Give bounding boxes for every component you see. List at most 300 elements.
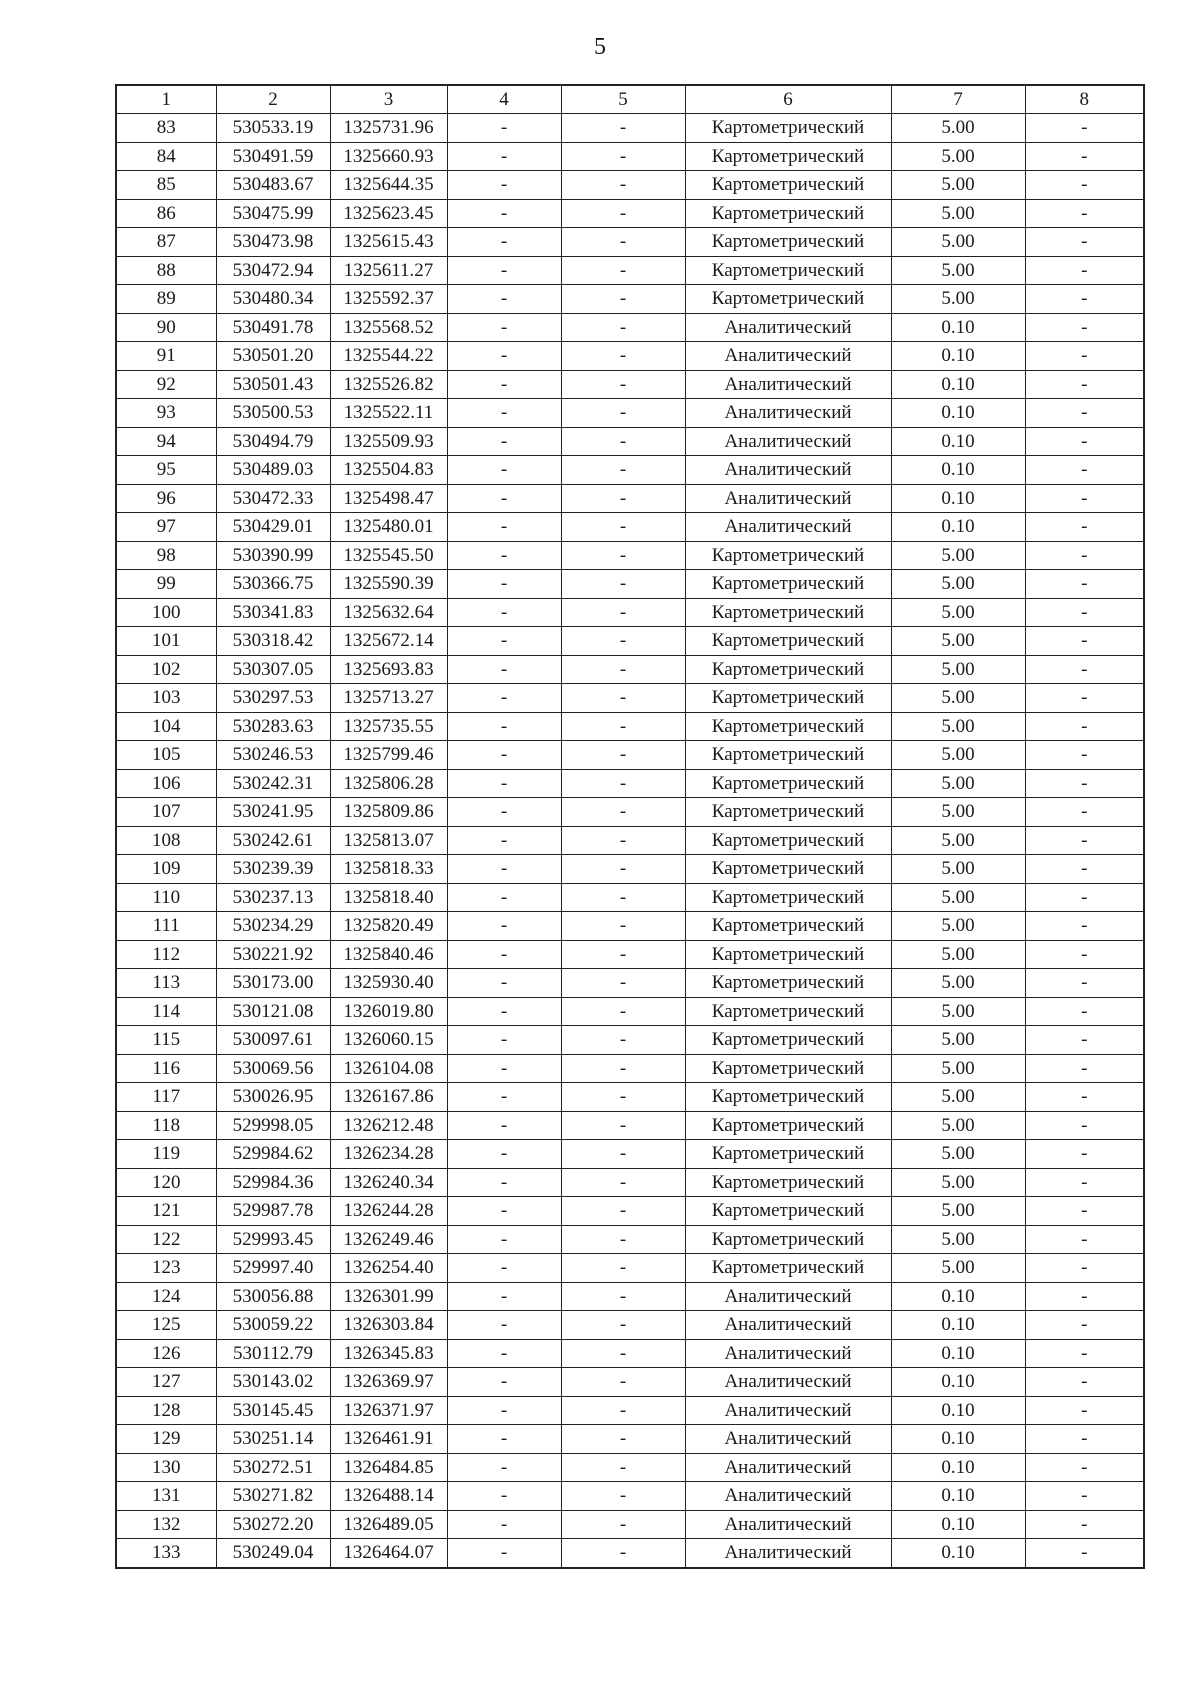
cell-x-coordinate: 530341.83 bbox=[216, 598, 330, 627]
table-row bbox=[116, 427, 1144, 456]
cell-method: Картометрический bbox=[685, 1083, 891, 1112]
cell-accuracy: 5.00 bbox=[891, 171, 1025, 200]
cell-col-4: - bbox=[447, 598, 561, 627]
cell-y-coordinate: 1326301.99 bbox=[330, 1282, 447, 1311]
cell-col-4: - bbox=[447, 969, 561, 998]
cell-y-coordinate: 1325632.64 bbox=[330, 598, 447, 627]
cell-y-coordinate: 1325930.40 bbox=[330, 969, 447, 998]
cell-x-coordinate: 530059.22 bbox=[216, 1311, 330, 1340]
cell-y-coordinate: 1325480.01 bbox=[330, 513, 447, 542]
table-row bbox=[116, 855, 1144, 884]
cell-col-5: - bbox=[561, 114, 685, 143]
cell-col-8: - bbox=[1025, 456, 1144, 485]
cell-col-5: - bbox=[561, 1396, 685, 1425]
cell-col-5: - bbox=[561, 997, 685, 1026]
cell-col-5: - bbox=[561, 399, 685, 428]
cell-col-8: - bbox=[1025, 798, 1144, 827]
cell-method: Аналитический bbox=[685, 1368, 891, 1397]
cell-x-coordinate: 530429.01 bbox=[216, 513, 330, 542]
cell-y-coordinate: 1325820.49 bbox=[330, 912, 447, 941]
cell-col-8: - bbox=[1025, 1083, 1144, 1112]
cell-accuracy: 5.00 bbox=[891, 1111, 1025, 1140]
cell-method: Аналитический bbox=[685, 1539, 891, 1568]
table-row bbox=[116, 370, 1144, 399]
cell-y-coordinate: 1325498.47 bbox=[330, 484, 447, 513]
cell-method: Картометрический bbox=[685, 570, 891, 599]
cell-method: Картометрический bbox=[685, 969, 891, 998]
cell-col-4: - bbox=[447, 997, 561, 1026]
cell-point-number: 130 bbox=[116, 1453, 216, 1482]
table-row bbox=[116, 570, 1144, 599]
cell-method: Аналитический bbox=[685, 1282, 891, 1311]
cell-method: Картометрический bbox=[685, 1197, 891, 1226]
table-row bbox=[116, 1225, 1144, 1254]
cell-point-number: 96 bbox=[116, 484, 216, 513]
cell-col-4: - bbox=[447, 1482, 561, 1511]
cell-col-4: - bbox=[447, 228, 561, 257]
cell-y-coordinate: 1326345.83 bbox=[330, 1339, 447, 1368]
cell-y-coordinate: 1325735.55 bbox=[330, 712, 447, 741]
cell-method: Картометрический bbox=[685, 940, 891, 969]
cell-method: Картометрический bbox=[685, 741, 891, 770]
cell-col-5: - bbox=[561, 342, 685, 371]
cell-col-8: - bbox=[1025, 769, 1144, 798]
cell-accuracy: 5.00 bbox=[891, 655, 1025, 684]
cell-point-number: 118 bbox=[116, 1111, 216, 1140]
cell-col-4: - bbox=[447, 484, 561, 513]
cell-method: Картометрический bbox=[685, 1168, 891, 1197]
cell-y-coordinate: 1326234.28 bbox=[330, 1140, 447, 1169]
cell-col-4: - bbox=[447, 1510, 561, 1539]
cell-col-5: - bbox=[561, 1225, 685, 1254]
cell-method: Аналитический bbox=[685, 484, 891, 513]
cell-col-4: - bbox=[447, 513, 561, 542]
cell-method: Аналитический bbox=[685, 1311, 891, 1340]
cell-col-5: - bbox=[561, 541, 685, 570]
cell-method: Картометрический bbox=[685, 1254, 891, 1283]
cell-col-8: - bbox=[1025, 370, 1144, 399]
cell-x-coordinate: 530173.00 bbox=[216, 969, 330, 998]
cell-y-coordinate: 1326240.34 bbox=[330, 1168, 447, 1197]
cell-col-5: - bbox=[561, 1510, 685, 1539]
cell-x-coordinate: 529984.62 bbox=[216, 1140, 330, 1169]
cell-x-coordinate: 529997.40 bbox=[216, 1254, 330, 1283]
cell-col-4: - bbox=[447, 712, 561, 741]
cell-point-number: 104 bbox=[116, 712, 216, 741]
cell-point-number: 87 bbox=[116, 228, 216, 257]
cell-col-8: - bbox=[1025, 256, 1144, 285]
cell-col-4: - bbox=[447, 313, 561, 342]
cell-col-8: - bbox=[1025, 1282, 1144, 1311]
cell-col-8: - bbox=[1025, 912, 1144, 941]
cell-col-8: - bbox=[1025, 484, 1144, 513]
cell-point-number: 86 bbox=[116, 199, 216, 228]
cell-y-coordinate: 1326488.14 bbox=[330, 1482, 447, 1511]
cell-y-coordinate: 1326484.85 bbox=[330, 1453, 447, 1482]
cell-col-4: - bbox=[447, 399, 561, 428]
cell-col-4: - bbox=[447, 1140, 561, 1169]
cell-point-number: 105 bbox=[116, 741, 216, 770]
cell-col-4: - bbox=[447, 1197, 561, 1226]
table-row bbox=[116, 1168, 1144, 1197]
cell-method: Картометрический bbox=[685, 826, 891, 855]
cell-accuracy: 5.00 bbox=[891, 285, 1025, 314]
cell-col-4: - bbox=[447, 427, 561, 456]
cell-accuracy: 0.10 bbox=[891, 427, 1025, 456]
cell-y-coordinate: 1325813.07 bbox=[330, 826, 447, 855]
cell-x-coordinate: 530480.34 bbox=[216, 285, 330, 314]
cell-point-number: 100 bbox=[116, 598, 216, 627]
cell-y-coordinate: 1326244.28 bbox=[330, 1197, 447, 1226]
table-row bbox=[116, 285, 1144, 314]
cell-method: Картометрический bbox=[685, 1225, 891, 1254]
cell-method: Картометрический bbox=[685, 598, 891, 627]
cell-x-coordinate: 530272.51 bbox=[216, 1453, 330, 1482]
cell-col-5: - bbox=[561, 199, 685, 228]
cell-col-5: - bbox=[561, 1083, 685, 1112]
table-row bbox=[116, 1140, 1144, 1169]
cell-col-4: - bbox=[447, 940, 561, 969]
cell-x-coordinate: 530242.61 bbox=[216, 826, 330, 855]
table-row bbox=[116, 826, 1144, 855]
cell-point-number: 84 bbox=[116, 142, 216, 171]
cell-col-4: - bbox=[447, 456, 561, 485]
cell-point-number: 93 bbox=[116, 399, 216, 428]
cell-y-coordinate: 1326249.46 bbox=[330, 1225, 447, 1254]
cell-col-5: - bbox=[561, 285, 685, 314]
cell-point-number: 122 bbox=[116, 1225, 216, 1254]
cell-x-coordinate: 530241.95 bbox=[216, 798, 330, 827]
cell-col-5: - bbox=[561, 1368, 685, 1397]
cell-col-4: - bbox=[447, 684, 561, 713]
cell-col-5: - bbox=[561, 798, 685, 827]
cell-accuracy: 5.00 bbox=[891, 940, 1025, 969]
cell-method: Картометрический bbox=[685, 285, 891, 314]
cell-y-coordinate: 1326060.15 bbox=[330, 1026, 447, 1055]
table-row bbox=[116, 655, 1144, 684]
cell-method: Картометрический bbox=[685, 997, 891, 1026]
cell-accuracy: 5.00 bbox=[891, 541, 1025, 570]
cell-point-number: 95 bbox=[116, 456, 216, 485]
cell-point-number: 101 bbox=[116, 627, 216, 656]
cell-col-4: - bbox=[447, 655, 561, 684]
table-row bbox=[116, 883, 1144, 912]
cell-col-8: - bbox=[1025, 997, 1144, 1026]
cell-col-4: - bbox=[447, 1339, 561, 1368]
cell-point-number: 113 bbox=[116, 969, 216, 998]
cell-accuracy: 5.00 bbox=[891, 256, 1025, 285]
cell-accuracy: 5.00 bbox=[891, 969, 1025, 998]
cell-accuracy: 5.00 bbox=[891, 769, 1025, 798]
cell-col-5: - bbox=[561, 712, 685, 741]
table-row bbox=[116, 1539, 1144, 1568]
cell-col-5: - bbox=[561, 1539, 685, 1568]
cell-col-8: - bbox=[1025, 1453, 1144, 1482]
cell-method: Картометрический bbox=[685, 1111, 891, 1140]
cell-point-number: 102 bbox=[116, 655, 216, 684]
cell-x-coordinate: 530483.67 bbox=[216, 171, 330, 200]
cell-x-coordinate: 530533.19 bbox=[216, 114, 330, 143]
cell-accuracy: 5.00 bbox=[891, 199, 1025, 228]
cell-x-coordinate: 530491.78 bbox=[216, 313, 330, 342]
cell-col-4: - bbox=[447, 1225, 561, 1254]
table-row bbox=[116, 199, 1144, 228]
column-header-5: 5 bbox=[561, 85, 685, 114]
cell-accuracy: 0.10 bbox=[891, 1482, 1025, 1511]
table-row bbox=[116, 1111, 1144, 1140]
cell-y-coordinate: 1326371.97 bbox=[330, 1396, 447, 1425]
cell-y-coordinate: 1325592.37 bbox=[330, 285, 447, 314]
cell-col-4: - bbox=[447, 627, 561, 656]
cell-accuracy: 0.10 bbox=[891, 342, 1025, 371]
cell-col-4: - bbox=[447, 570, 561, 599]
cell-accuracy: 5.00 bbox=[891, 598, 1025, 627]
cell-col-4: - bbox=[447, 285, 561, 314]
table-row bbox=[116, 684, 1144, 713]
cell-point-number: 121 bbox=[116, 1197, 216, 1226]
cell-y-coordinate: 1325545.50 bbox=[330, 541, 447, 570]
cell-x-coordinate: 530475.99 bbox=[216, 199, 330, 228]
cell-y-coordinate: 1325713.27 bbox=[330, 684, 447, 713]
cell-accuracy: 5.00 bbox=[891, 114, 1025, 143]
cell-x-coordinate: 530145.45 bbox=[216, 1396, 330, 1425]
cell-accuracy: 0.10 bbox=[891, 1453, 1025, 1482]
cell-col-5: - bbox=[561, 769, 685, 798]
column-header-4: 4 bbox=[447, 85, 561, 114]
cell-col-5: - bbox=[561, 912, 685, 941]
cell-point-number: 125 bbox=[116, 1311, 216, 1340]
cell-col-8: - bbox=[1025, 627, 1144, 656]
cell-point-number: 111 bbox=[116, 912, 216, 941]
cell-method: Картометрический bbox=[685, 1026, 891, 1055]
table-row bbox=[116, 1453, 1144, 1482]
cell-accuracy: 5.00 bbox=[891, 228, 1025, 257]
cell-col-8: - bbox=[1025, 940, 1144, 969]
cell-x-coordinate: 530242.31 bbox=[216, 769, 330, 798]
cell-col-8: - bbox=[1025, 1311, 1144, 1340]
cell-y-coordinate: 1325799.46 bbox=[330, 741, 447, 770]
cell-col-5: - bbox=[561, 1168, 685, 1197]
cell-col-8: - bbox=[1025, 1054, 1144, 1083]
cell-x-coordinate: 530249.04 bbox=[216, 1539, 330, 1568]
cell-x-coordinate: 530297.53 bbox=[216, 684, 330, 713]
cell-col-4: - bbox=[447, 1425, 561, 1454]
cell-point-number: 97 bbox=[116, 513, 216, 542]
cell-col-5: - bbox=[561, 655, 685, 684]
cell-point-number: 114 bbox=[116, 997, 216, 1026]
column-header-2: 2 bbox=[216, 85, 330, 114]
cell-y-coordinate: 1326369.97 bbox=[330, 1368, 447, 1397]
cell-x-coordinate: 530097.61 bbox=[216, 1026, 330, 1055]
cell-point-number: 89 bbox=[116, 285, 216, 314]
cell-x-coordinate: 530069.56 bbox=[216, 1054, 330, 1083]
cell-y-coordinate: 1326461.91 bbox=[330, 1425, 447, 1454]
cell-x-coordinate: 530366.75 bbox=[216, 570, 330, 599]
cell-y-coordinate: 1325818.33 bbox=[330, 855, 447, 884]
table-row bbox=[116, 1510, 1144, 1539]
cell-col-8: - bbox=[1025, 741, 1144, 770]
table-row bbox=[116, 1254, 1144, 1283]
cell-x-coordinate: 530272.20 bbox=[216, 1510, 330, 1539]
cell-col-4: - bbox=[447, 912, 561, 941]
cell-point-number: 98 bbox=[116, 541, 216, 570]
cell-col-5: - bbox=[561, 1339, 685, 1368]
cell-y-coordinate: 1325544.22 bbox=[330, 342, 447, 371]
cell-col-5: - bbox=[561, 142, 685, 171]
cell-col-5: - bbox=[561, 1311, 685, 1340]
table-row bbox=[116, 1026, 1144, 1055]
cell-col-8: - bbox=[1025, 826, 1144, 855]
cell-col-8: - bbox=[1025, 684, 1144, 713]
cell-point-number: 94 bbox=[116, 427, 216, 456]
cell-accuracy: 5.00 bbox=[891, 570, 1025, 599]
cell-method: Аналитический bbox=[685, 456, 891, 485]
cell-col-8: - bbox=[1025, 142, 1144, 171]
cell-accuracy: 5.00 bbox=[891, 883, 1025, 912]
cell-col-4: - bbox=[447, 1368, 561, 1397]
cell-method: Картометрический bbox=[685, 627, 891, 656]
cell-col-4: - bbox=[447, 855, 561, 884]
cell-col-4: - bbox=[447, 769, 561, 798]
cell-method: Картометрический bbox=[685, 142, 891, 171]
cell-accuracy: 0.10 bbox=[891, 313, 1025, 342]
cell-accuracy: 0.10 bbox=[891, 1339, 1025, 1368]
cell-col-4: - bbox=[447, 1254, 561, 1283]
cell-y-coordinate: 1325660.93 bbox=[330, 142, 447, 171]
cell-col-5: - bbox=[561, 598, 685, 627]
cell-col-8: - bbox=[1025, 969, 1144, 998]
table-row bbox=[116, 541, 1144, 570]
cell-y-coordinate: 1326019.80 bbox=[330, 997, 447, 1026]
cell-method: Картометрический bbox=[685, 114, 891, 143]
cell-point-number: 116 bbox=[116, 1054, 216, 1083]
table-row bbox=[116, 1197, 1144, 1226]
cell-method: Аналитический bbox=[685, 427, 891, 456]
cell-point-number: 92 bbox=[116, 370, 216, 399]
cell-accuracy: 5.00 bbox=[891, 826, 1025, 855]
cell-col-8: - bbox=[1025, 513, 1144, 542]
cell-x-coordinate: 530121.08 bbox=[216, 997, 330, 1026]
cell-col-8: - bbox=[1025, 1168, 1144, 1197]
cell-x-coordinate: 529998.05 bbox=[216, 1111, 330, 1140]
table-row bbox=[116, 342, 1144, 371]
cell-accuracy: 5.00 bbox=[891, 712, 1025, 741]
table-row bbox=[116, 1054, 1144, 1083]
cell-point-number: 120 bbox=[116, 1168, 216, 1197]
cell-accuracy: 0.10 bbox=[891, 484, 1025, 513]
table-row bbox=[116, 142, 1144, 171]
cell-col-5: - bbox=[561, 370, 685, 399]
cell-point-number: 88 bbox=[116, 256, 216, 285]
cell-point-number: 124 bbox=[116, 1282, 216, 1311]
cell-col-5: - bbox=[561, 684, 685, 713]
cell-point-number: 119 bbox=[116, 1140, 216, 1169]
cell-col-4: - bbox=[447, 1453, 561, 1482]
cell-y-coordinate: 1326104.08 bbox=[330, 1054, 447, 1083]
cell-accuracy: 0.10 bbox=[891, 1510, 1025, 1539]
cell-accuracy: 5.00 bbox=[891, 1083, 1025, 1112]
cell-x-coordinate: 530026.95 bbox=[216, 1083, 330, 1112]
cell-accuracy: 5.00 bbox=[891, 1026, 1025, 1055]
cell-col-8: - bbox=[1025, 598, 1144, 627]
cell-method: Аналитический bbox=[685, 1510, 891, 1539]
cell-method: Картометрический bbox=[685, 712, 891, 741]
cell-col-4: - bbox=[447, 342, 561, 371]
cell-col-5: - bbox=[561, 940, 685, 969]
table-row bbox=[116, 1425, 1144, 1454]
cell-method: Картометрический bbox=[685, 171, 891, 200]
cell-point-number: 106 bbox=[116, 769, 216, 798]
cell-point-number: 131 bbox=[116, 1482, 216, 1511]
cell-col-8: - bbox=[1025, 883, 1144, 912]
cell-col-5: - bbox=[561, 513, 685, 542]
cell-col-4: - bbox=[447, 256, 561, 285]
cell-col-8: - bbox=[1025, 570, 1144, 599]
cell-y-coordinate: 1325526.82 bbox=[330, 370, 447, 399]
cell-accuracy: 5.00 bbox=[891, 855, 1025, 884]
table-row bbox=[116, 1083, 1144, 1112]
table-row bbox=[116, 912, 1144, 941]
table-row bbox=[116, 1396, 1144, 1425]
cell-method: Аналитический bbox=[685, 399, 891, 428]
cell-method: Аналитический bbox=[685, 1396, 891, 1425]
column-header-6: 6 bbox=[685, 85, 891, 114]
cell-col-8: - bbox=[1025, 855, 1144, 884]
cell-point-number: 132 bbox=[116, 1510, 216, 1539]
cell-accuracy: 5.00 bbox=[891, 1254, 1025, 1283]
cell-accuracy: 0.10 bbox=[891, 1539, 1025, 1568]
cell-col-5: - bbox=[561, 1026, 685, 1055]
cell-col-8: - bbox=[1025, 114, 1144, 143]
cell-x-coordinate: 529993.45 bbox=[216, 1225, 330, 1254]
cell-x-coordinate: 530500.53 bbox=[216, 399, 330, 428]
table-row bbox=[116, 171, 1144, 200]
cell-accuracy: 0.10 bbox=[891, 1396, 1025, 1425]
cell-accuracy: 0.10 bbox=[891, 1282, 1025, 1311]
table-row bbox=[116, 228, 1144, 257]
cell-method: Картометрический bbox=[685, 684, 891, 713]
cell-point-number: 108 bbox=[116, 826, 216, 855]
table-row bbox=[116, 456, 1144, 485]
cell-point-number: 133 bbox=[116, 1539, 216, 1568]
cell-col-8: - bbox=[1025, 1026, 1144, 1055]
table-row bbox=[116, 399, 1144, 428]
cell-col-4: - bbox=[447, 883, 561, 912]
cell-method: Аналитический bbox=[685, 313, 891, 342]
cell-x-coordinate: 530112.79 bbox=[216, 1339, 330, 1368]
cell-accuracy: 5.00 bbox=[891, 1054, 1025, 1083]
cell-col-5: - bbox=[561, 313, 685, 342]
cell-point-number: 112 bbox=[116, 940, 216, 969]
cell-col-4: - bbox=[447, 199, 561, 228]
cell-y-coordinate: 1325644.35 bbox=[330, 171, 447, 200]
cell-col-8: - bbox=[1025, 342, 1144, 371]
cell-x-coordinate: 530221.92 bbox=[216, 940, 330, 969]
cell-accuracy: 0.10 bbox=[891, 513, 1025, 542]
cell-col-4: - bbox=[447, 114, 561, 143]
cell-col-5: - bbox=[561, 256, 685, 285]
cell-y-coordinate: 1325568.52 bbox=[330, 313, 447, 342]
cell-col-8: - bbox=[1025, 1254, 1144, 1283]
cell-col-5: - bbox=[561, 1197, 685, 1226]
cell-method: Аналитический bbox=[685, 1453, 891, 1482]
cell-col-8: - bbox=[1025, 1140, 1144, 1169]
table-row bbox=[116, 1368, 1144, 1397]
cell-y-coordinate: 1326464.07 bbox=[330, 1539, 447, 1568]
cell-point-number: 103 bbox=[116, 684, 216, 713]
column-header-7: 7 bbox=[891, 85, 1025, 114]
cell-x-coordinate: 530472.94 bbox=[216, 256, 330, 285]
